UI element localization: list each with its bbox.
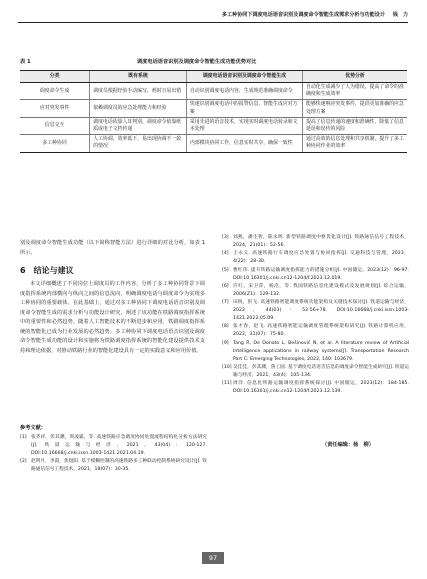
table-cell: 信息交互 — [20, 117, 90, 134]
column-header: 既有系统 — [90, 71, 187, 83]
running-header — [150, 11, 408, 19]
reference-text: 王永义. 高速铁路行车调度应急处置与协同指挥[J]. 交通科技与管理，2023，4(22)：28-30. — [233, 251, 409, 265]
editor-credit: （责任编辑：杨 柳） — [322, 442, 374, 448]
reference-item — [20, 458, 207, 474]
page-number: 97 — [202, 552, 224, 564]
running-title: 多工种协同下调度电话语音识别及调度命令智能生成需求分析与功能设计 — [221, 12, 385, 18]
table-cell: 采用先进的语音技术，实现实时调度电话转录和文本处理 — [186, 117, 302, 134]
column-header: 分类 — [20, 71, 90, 83]
reference-number: [5] — [222, 267, 229, 273]
table-cell: 自动识别调度电话内容，生成规范准确调度命令 — [186, 83, 302, 100]
reference-text: 田锐，彭飞. 高速铁路智能调度系统功能架构及关键技术探讨[J]. 铁道运输与经济，2022，44(03)：52-56+78. DOI:10.16668/j.cnki.issn.1003-1421.2022.05.09. — [233, 300, 409, 322]
reference-item — [20, 434, 207, 458]
table-cell: 调度员根据经验手动编写，耗时且易出错 — [90, 83, 187, 100]
table-cell: 提高了信息传递的速度和准确性，降低了信息延误和误传的风险 — [303, 117, 408, 134]
reference-number: [1] — [20, 435, 27, 440]
table-cell: 快速识别调度电话中的报警信息，智能生成应对方案 — [186, 100, 302, 117]
references-list-right — [222, 234, 409, 397]
reference-item — [222, 250, 409, 266]
reference-number: [3] — [222, 235, 229, 240]
table-row — [20, 135, 407, 152]
reference-number: [7] — [222, 300, 229, 306]
conclusion-paragraph: 本文详细概述了不同岗位上调度员的工作内容，分析了多工种协同背景下调度指挥系统内部横向与纵向之间的信息流向，明确调度电话与调度命令为实现多工种协同的重要载体。在此基础上，通过对多工种协同下调度电话语音识别及调度命令智能生成的需求分析与功能设计研究，阐述了该功能在铁路调度指挥系统中的重要性和必然趋势。随着人工智能技术的不断进步和应用，铁路调度指挥系统的智能化已成为行业发展的必然趋势。多工种协同下调度电话语音识别及调度命令智能生成功能的设计和实施将为铁路调度指挥系统的智能化建设提供技术支持和理论依据，对推动铁路行业的智能化建设具有一定的实践意义和应用价值。 — [20, 281, 205, 354]
reference-text: 张齐祥，彭其渊，周凌霜，等. 高速铁路应急调度协同处置流程结构化分析方法研究[J]. 铁道运输与经济，2021，43(04)：120-127. DOI:10.16668/j.cnki.issn.1003-1421.2021.04.19. — [31, 435, 207, 456]
reference-text: 曹红伟. 提升铁路运输调度指挥能力的措施分析[J]. 中国储运，2023(12)：96-97. DOI:10.16301/j.cnki.cn12-1204/f.2023.12.019. — [233, 267, 409, 281]
reference-text: 刘燕，潘生智，陈永明. 新型铁路调度中枢优化设计[J]. 铁路通信信号工程技术，2024，21(01)：52-56. — [233, 235, 409, 248]
reference-number: [10] — [222, 365, 232, 371]
table-cell: 调度电话依靠人耳判别，调度命令依靠纸质或电子文档传递 — [90, 117, 187, 134]
reference-item — [222, 380, 409, 396]
reference-text: 赵明月，李霞，焦煜阳. 基于模糊控制的高速铁路多工种联动控制系统研究设计[J]. 铁路通信信号工程技术，2021，18(07)：30-35. — [31, 459, 207, 473]
references-list-left — [20, 434, 207, 475]
reference-text: 许红，宋卫萍，杨浩，等. 我国铁路信息化建设模式及发展规划[J]. 综合运输，2006(Z1)：129-132. — [233, 283, 409, 297]
reference-number: [9] — [222, 340, 229, 346]
reference-number: [6] — [222, 283, 229, 289]
table-cell: 应对突发事件 — [20, 100, 90, 117]
reference-number: [4] — [222, 251, 229, 257]
reference-text: 周洋. 信息化铁路运输调度指挥系统探讨[J]. 中国储运，2023(12)：184-185. DOI:10.16301/j.cnki.cn12-1204/f.2023.12.139. — [233, 381, 409, 395]
table-cell: 通过高效的信息处理和共享机制，提升了多工种协同作业的效率 — [303, 135, 408, 152]
table-row — [20, 83, 407, 100]
table-header-row — [20, 71, 407, 83]
table-label: 表 1 — [20, 59, 31, 65]
table-row — [20, 117, 407, 134]
reference-text: 吴佳佳，彭其渊，鲁工圆. 基于调度电话语音信息的调度命令智能生成研究[J]. 铁道运输与经济，2021，43(4)：105-134. — [233, 365, 409, 379]
reference-item — [222, 299, 409, 323]
reference-text: 张才春，赵飞. 高速铁路智能运输调度管理系统架构研究[J]. 铁路计算机应用，2022，31(07)：75-80. — [233, 324, 409, 338]
reference-number: [11] — [222, 381, 232, 387]
reference-item — [222, 283, 409, 299]
reference-number: [8] — [222, 324, 229, 330]
reference-item — [222, 364, 409, 380]
table-row — [20, 100, 407, 117]
section-title: 6 结论与建议 — [20, 266, 74, 275]
table-cell: 依赖调度员的应急处理能力和经验 — [90, 100, 187, 117]
running-authors: 钱 力 — [392, 12, 408, 18]
column-header: 优势分析 — [303, 71, 408, 83]
references-heading: 参考文献： — [20, 425, 46, 431]
reference-item — [222, 267, 409, 283]
table-cell: 多工种协同 — [20, 135, 90, 152]
continuation-paragraph: 别及调度命令智能生成功能（以下简称智能方法）进行详细的对比分析，如表 1 所示。 — [20, 240, 205, 256]
reference-text: Tang R, De Donato L, Bešinović N, et al. A literature review of Artificial Intelligence applications in railway systems[J]. Transportation Research Part C: Emerging Technologies, 2022, 140: 103679. — [233, 340, 409, 362]
table-cell: 调度命令生成 — [20, 83, 90, 100]
table-cell: 人工协调，效率低下，易出现协调不一致的情况 — [90, 135, 187, 152]
table-cell: 内部模块协同工作，信息实时共享，确保一致性 — [186, 135, 302, 152]
reference-item — [222, 234, 409, 250]
reference-item — [222, 323, 409, 339]
table-caption: 调度电话语音识别及调度命令智能生成功能优势对比 — [137, 59, 257, 65]
header-rule — [18, 22, 408, 23]
table-cell: 能够快速响应突发事件，提供更加准确的应急处理方案 — [303, 100, 408, 117]
reference-number: [2] — [20, 459, 27, 465]
comparison-table — [20, 70, 407, 153]
reference-item — [222, 340, 409, 364]
column-header: 调度电话语音识别及调度命令智能生成 — [186, 71, 302, 83]
table-cell: 自动化生成减少了人为错误，提高了命令的准确度和生成效率 — [303, 83, 408, 100]
